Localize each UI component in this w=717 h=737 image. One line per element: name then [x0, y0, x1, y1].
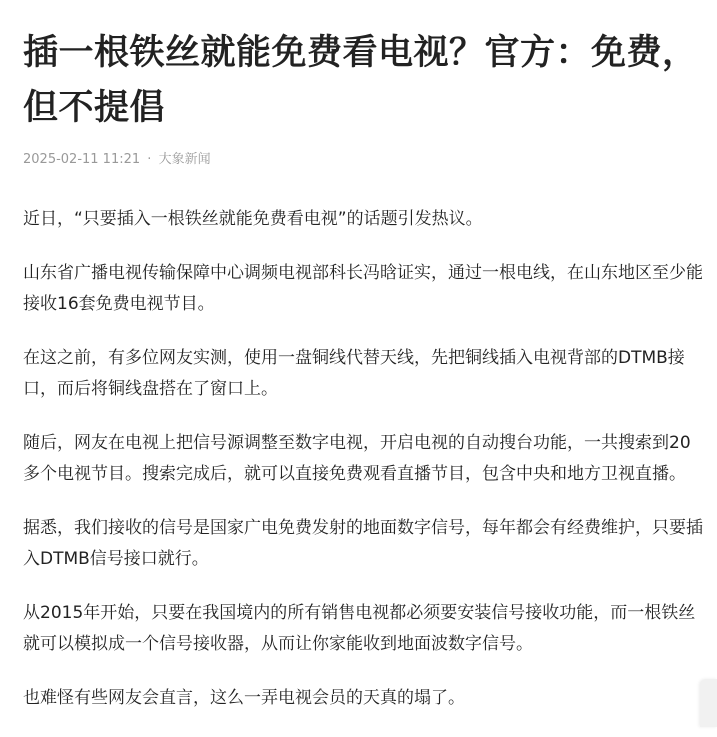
paragraph: 也难怪有些网友会直言，这么一弄电视会员的天真的塌了。 — [23, 688, 465, 708]
meta-separator: · — [147, 152, 152, 167]
paragraph: 随后，网友在电视上把信号源调整至数字电视，开启电视的自动搜台功能，一共搜索到20多个电视节目。搜索完成后，就可以直接免费观看直播节目，包含中央和地方卫视直播。 — [23, 433, 691, 484]
paragraph: 从2015年开始，只要在我国境内的所有销售电视都必须要安装信号接收功能，而一根铁丝就可以模拟成一个信号接收器，从而让你家能收到地面波数字信号。 — [23, 603, 696, 654]
paragraph: 山东省广播电视传输保障中心调频电视部科长冯晗证实，通过一根电线，在山东地区至少能接收16套免费电视节目。 — [23, 263, 703, 314]
paragraph: 在这之前，有多位网友实测，使用一盘铜线代替天线，先把铜线插入电视背部的DTMB接口，而后将铜线盘搭在了窗口上。 — [23, 348, 685, 399]
article-source: 大象新闻 — [158, 152, 211, 167]
article-meta — [23, 150, 703, 170]
article — [23, 0, 703, 737]
paragraph: 据悉，我们接收的信号是国家广电免费发射的地面数字信号，每年都会有经费维护，只要插入DTMB信号接口就行。 — [23, 518, 703, 569]
publish-date: 2025-02-11 11:21 — [23, 152, 141, 167]
article-body — [23, 204, 703, 714]
paragraph: 近日，“只要插入一根铁丝就能免费看电视”的话题引发热议。 — [23, 209, 483, 229]
article-title: 插一根铁丝就能免费看电视？官方：免费，但不提倡 — [23, 33, 698, 128]
floating-side-tab[interactable] — [700, 679, 717, 727]
